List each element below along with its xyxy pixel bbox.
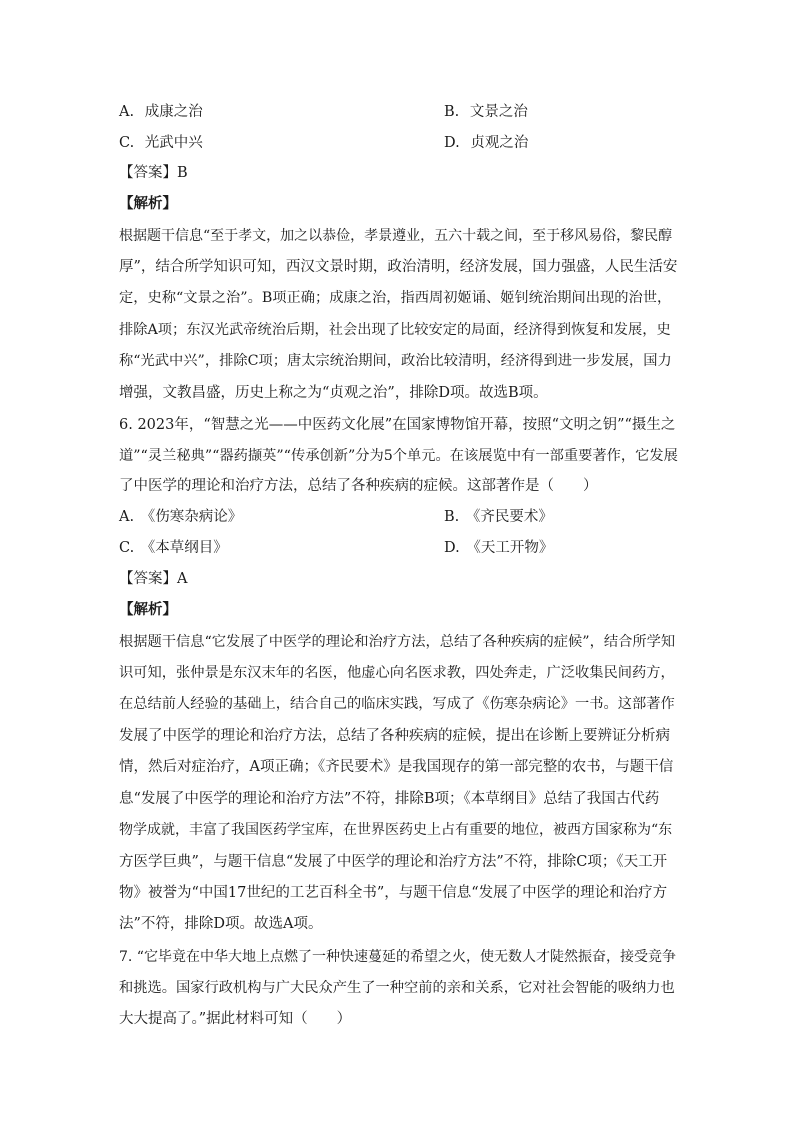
q5-option-a: [119, 102, 203, 122]
q5-option-b: [444, 102, 528, 122]
q6-option-d-text: 《天工开物》: [466, 540, 554, 556]
q5-analysis-line: 称“光武中兴”，排除C项；唐太宗统治期间，政治比较清明，经济得到进一步发展，国力: [119, 353, 672, 369]
q6-analysis-line: 发展了中医学的理论和治疗方法，总结了各种疾病的症候，提出在诊断上要辨证分析病: [119, 728, 670, 744]
q6-option-c-label: C.: [119, 540, 135, 556]
q5-option-d: [444, 133, 528, 153]
q6-stem-line: 6. 2023年，“智慧之光——中医药文化展”在国家博物馆开幕，按照“文明之钥”“摄生之: [119, 417, 676, 433]
q6-analysis-line: 物》被誉为“中国17世纪的工艺百科全书”，与题干信息“发展了中医学的理论和治疗方: [119, 885, 668, 901]
q5-analysis-heading: 【解析】: [119, 195, 177, 212]
q5-option-d-label: D.: [444, 135, 460, 151]
q6-analysis-line: 识可知，张仲景是东汉末年的名医，他虚心向名医求教，四处奔走，广泛收集民间药方，: [119, 665, 675, 681]
q5-option-a-text: 成康之治: [144, 104, 203, 120]
q6-analysis-line: 法”不符，排除D项。故选A项。: [119, 916, 323, 932]
q5-option-c-text: 光武中兴: [144, 135, 203, 151]
q6-answer: 【答案】A: [119, 571, 188, 587]
q5-option-d-text: 贞观之治: [470, 135, 529, 151]
q6-option-c: [119, 538, 228, 558]
q5-option-b-text: 文景之治: [469, 104, 528, 120]
q7-stem-line: 和挑选。国家行政机构与广大民众产生了一种空前的亲和关系，它对社会智能的吸纳力也: [119, 980, 675, 996]
q5-analysis-line: 增强，文教昌盛，历史上称之为“贞观之治”，排除D项。故选B项。: [119, 385, 548, 401]
q6-stem-line: 了中医学的理论和治疗方法，总结了各种疾病的症候。这部著作是（ ）: [119, 478, 598, 494]
q5-analysis-line: 定，史称“文景之治”。B项正确；成康之治，指西周初姬诵、姬钊统治期间出现的治世，: [119, 290, 672, 306]
q6-option-d: [444, 538, 553, 558]
q6-analysis-line: 在总结前人经验的基础上，结合自己的临床实践，写成了《伤寒杂病论》一书。这部著作: [119, 696, 675, 712]
q7-stem-line: 大大提高了。”据此材料可知（ ）: [119, 1011, 352, 1027]
q5-option-a-label: A.: [119, 104, 135, 120]
q6-stem-line: 道”“灵兰秘典”“器药撷英”“传承创新”分为5个单元。在该展览中有一部重要著作，它发展: [119, 448, 678, 464]
q6-option-c-text: 《本草纲目》: [140, 540, 228, 556]
q6-option-d-label: D.: [444, 540, 460, 556]
q6-option-a-label: A.: [119, 509, 135, 525]
q6-analysis-heading: 【解析】: [119, 601, 177, 618]
q6-analysis-line: 根据题干信息“它发展了中医学的理论和治疗方法，总结了各种疾病的症候”，结合所学知: [119, 634, 676, 650]
q5-option-b-label: B.: [444, 104, 460, 120]
q5-option-c: [119, 133, 203, 153]
q6-analysis-line: 息“发展了中医学的理论和治疗方法”不符，排除B项；《本草纲目》总结了我国古代药: [119, 791, 660, 807]
q6-analysis-line: 方医学巨典”，与题干信息“发展了中医学的理论和治疗方法”不符，排除C项；《天工开: [119, 854, 668, 870]
q6-analysis-line: 物学成就，丰富了我国医药学宝库，在世界医药史上占有重要的地位，被西方国家称为“东: [119, 822, 673, 838]
q6-option-b: [444, 507, 553, 527]
q5-answer: 【答案】B: [119, 165, 188, 181]
q5-analysis-line: 根据题干信息“至于孝文，加之以恭俭，孝景遵业，五六十载之间，至于移风易俗，黎民醇: [119, 228, 673, 244]
q6-option-b-label: B.: [444, 509, 460, 525]
q6-option-a-text: 《伤寒杂病论》: [140, 509, 243, 525]
q6-option-b-text: 《齐民要术》: [465, 509, 553, 525]
q5-analysis-line: 厚”，结合所学知识可知，西汉文景时期，政治清明，经济发展，国力强盛，人民生活安: [119, 259, 678, 275]
q5-analysis-line: 排除A项；东汉光武帝统治后期，社会出现了比较安定的局面，经济得到恢复和发展，史: [119, 322, 671, 338]
q6-analysis-line: 情，然后对症治疗，A项正确；《齐民要术》是我国现存的第一部完整的农书，与题干信: [119, 759, 674, 775]
q7-stem-line: 7. “它毕竟在中华大地上点燃了一种快速蔓延的希望之火，使无数人才陡然振奋，接受竞争: [119, 949, 676, 965]
q6-option-a: [119, 507, 242, 527]
q5-option-c-label: C.: [119, 135, 135, 151]
